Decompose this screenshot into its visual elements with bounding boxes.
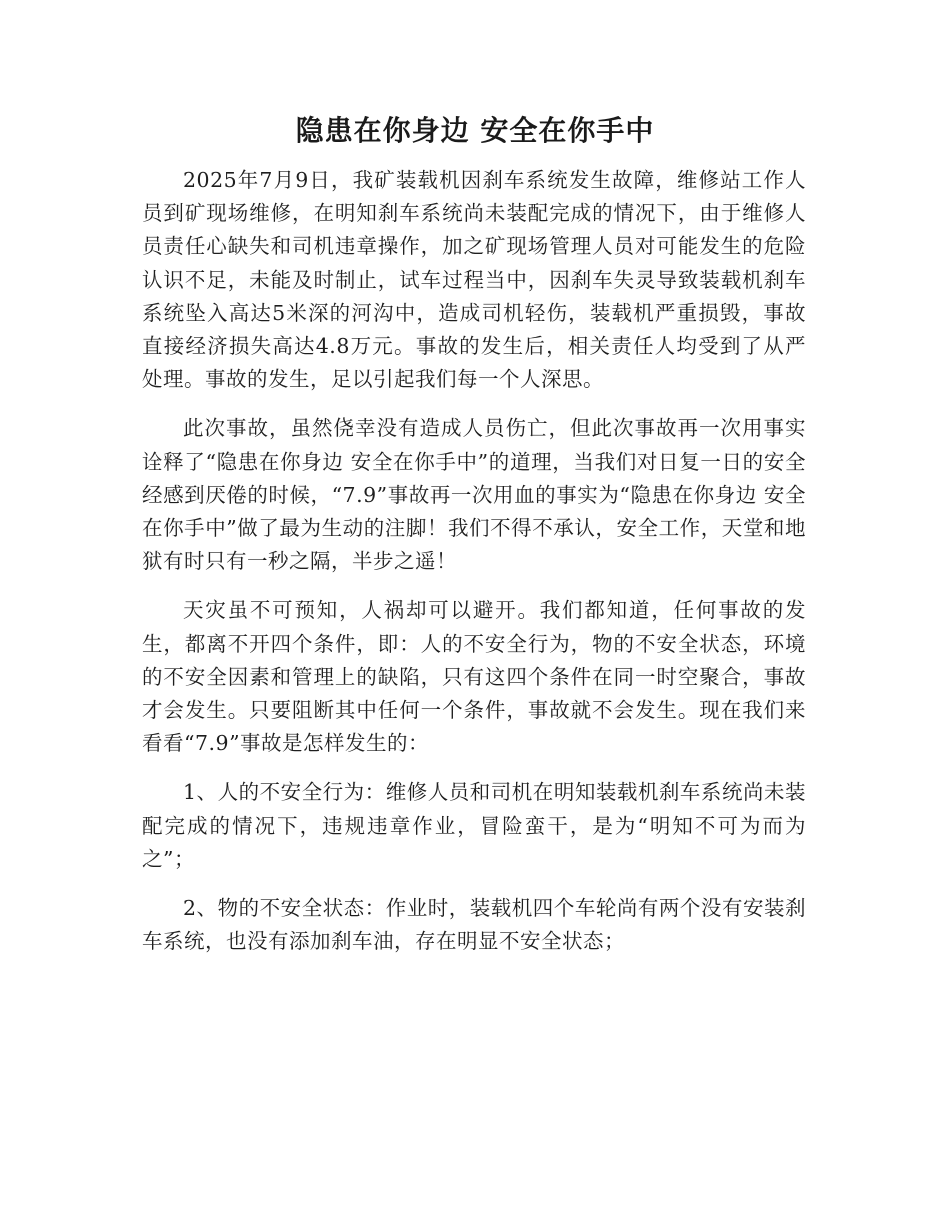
paragraph-4: 1、人的不安全行为：维修人员和司机在明知装载机刹车系统尚未装配完成的情况下，违规违章作业，冒险蛮干，是为“明知不可为而为之”； — [142, 780, 806, 871]
paragraph-3: 天灾虽不可预知，人祸却可以避开。我们都知道，任何事故的发生，都离不开四个条件，即：人的不安全行为，物的不安全状态，环境的不安全因素和管理上的缺陷，只有这四个条件在同一时空聚合，事故才会发生。只要阻断其中任何一个条件，事故就不会发生。现在我们来看看“7.9”事故是怎样发生的： — [142, 598, 806, 756]
paragraph-5: 2、物的不安全状态：作业时，装载机四个车轮尚有两个没有安装刹车系统，也没有添加刹车油，存在明显不安全状态； — [142, 896, 806, 954]
page-title: 隐患在你身边 安全在你手中 — [295, 114, 655, 147]
paragraph-1: 2025年7月9日，我矿装载机因刹车系统发生故障，维修站工作人员到矿现场维修，在明知刹车系统尚未装配完成的情况下，由于维修人员责任心缺失和司机违章操作，加之矿现场管理人员对可能发生的危险认识不足，未能及时制止，试车过程当中，因刹车失灵导致装载机刹车系统坠入高达5米深的河沟中，造成司机轻伤，装载机严重损毁，事故直接经济损失高达4.8万元。事故的发生后，相关责任人均受到了从严处理。事故的发生，足以引起我们每一个人深思。 — [142, 168, 806, 392]
paragraph-2: 此次事故，虽然侥幸没有造成人员伤亡，但此次事故再一次用事实诠释了“隐患在你身边 安全在你手中”的道理，当我们对日复一日的安全经感到厌倦的时候，“7.9”事故再一次用血的事实为“隐患在你身边 安全在你手中”做了最为生动的注脚！我们不得不承认，安全工作，天堂和地狱有时只有一秒之隔，半步之遥！ — [142, 416, 806, 574]
document-body — [142, 164, 806, 974]
